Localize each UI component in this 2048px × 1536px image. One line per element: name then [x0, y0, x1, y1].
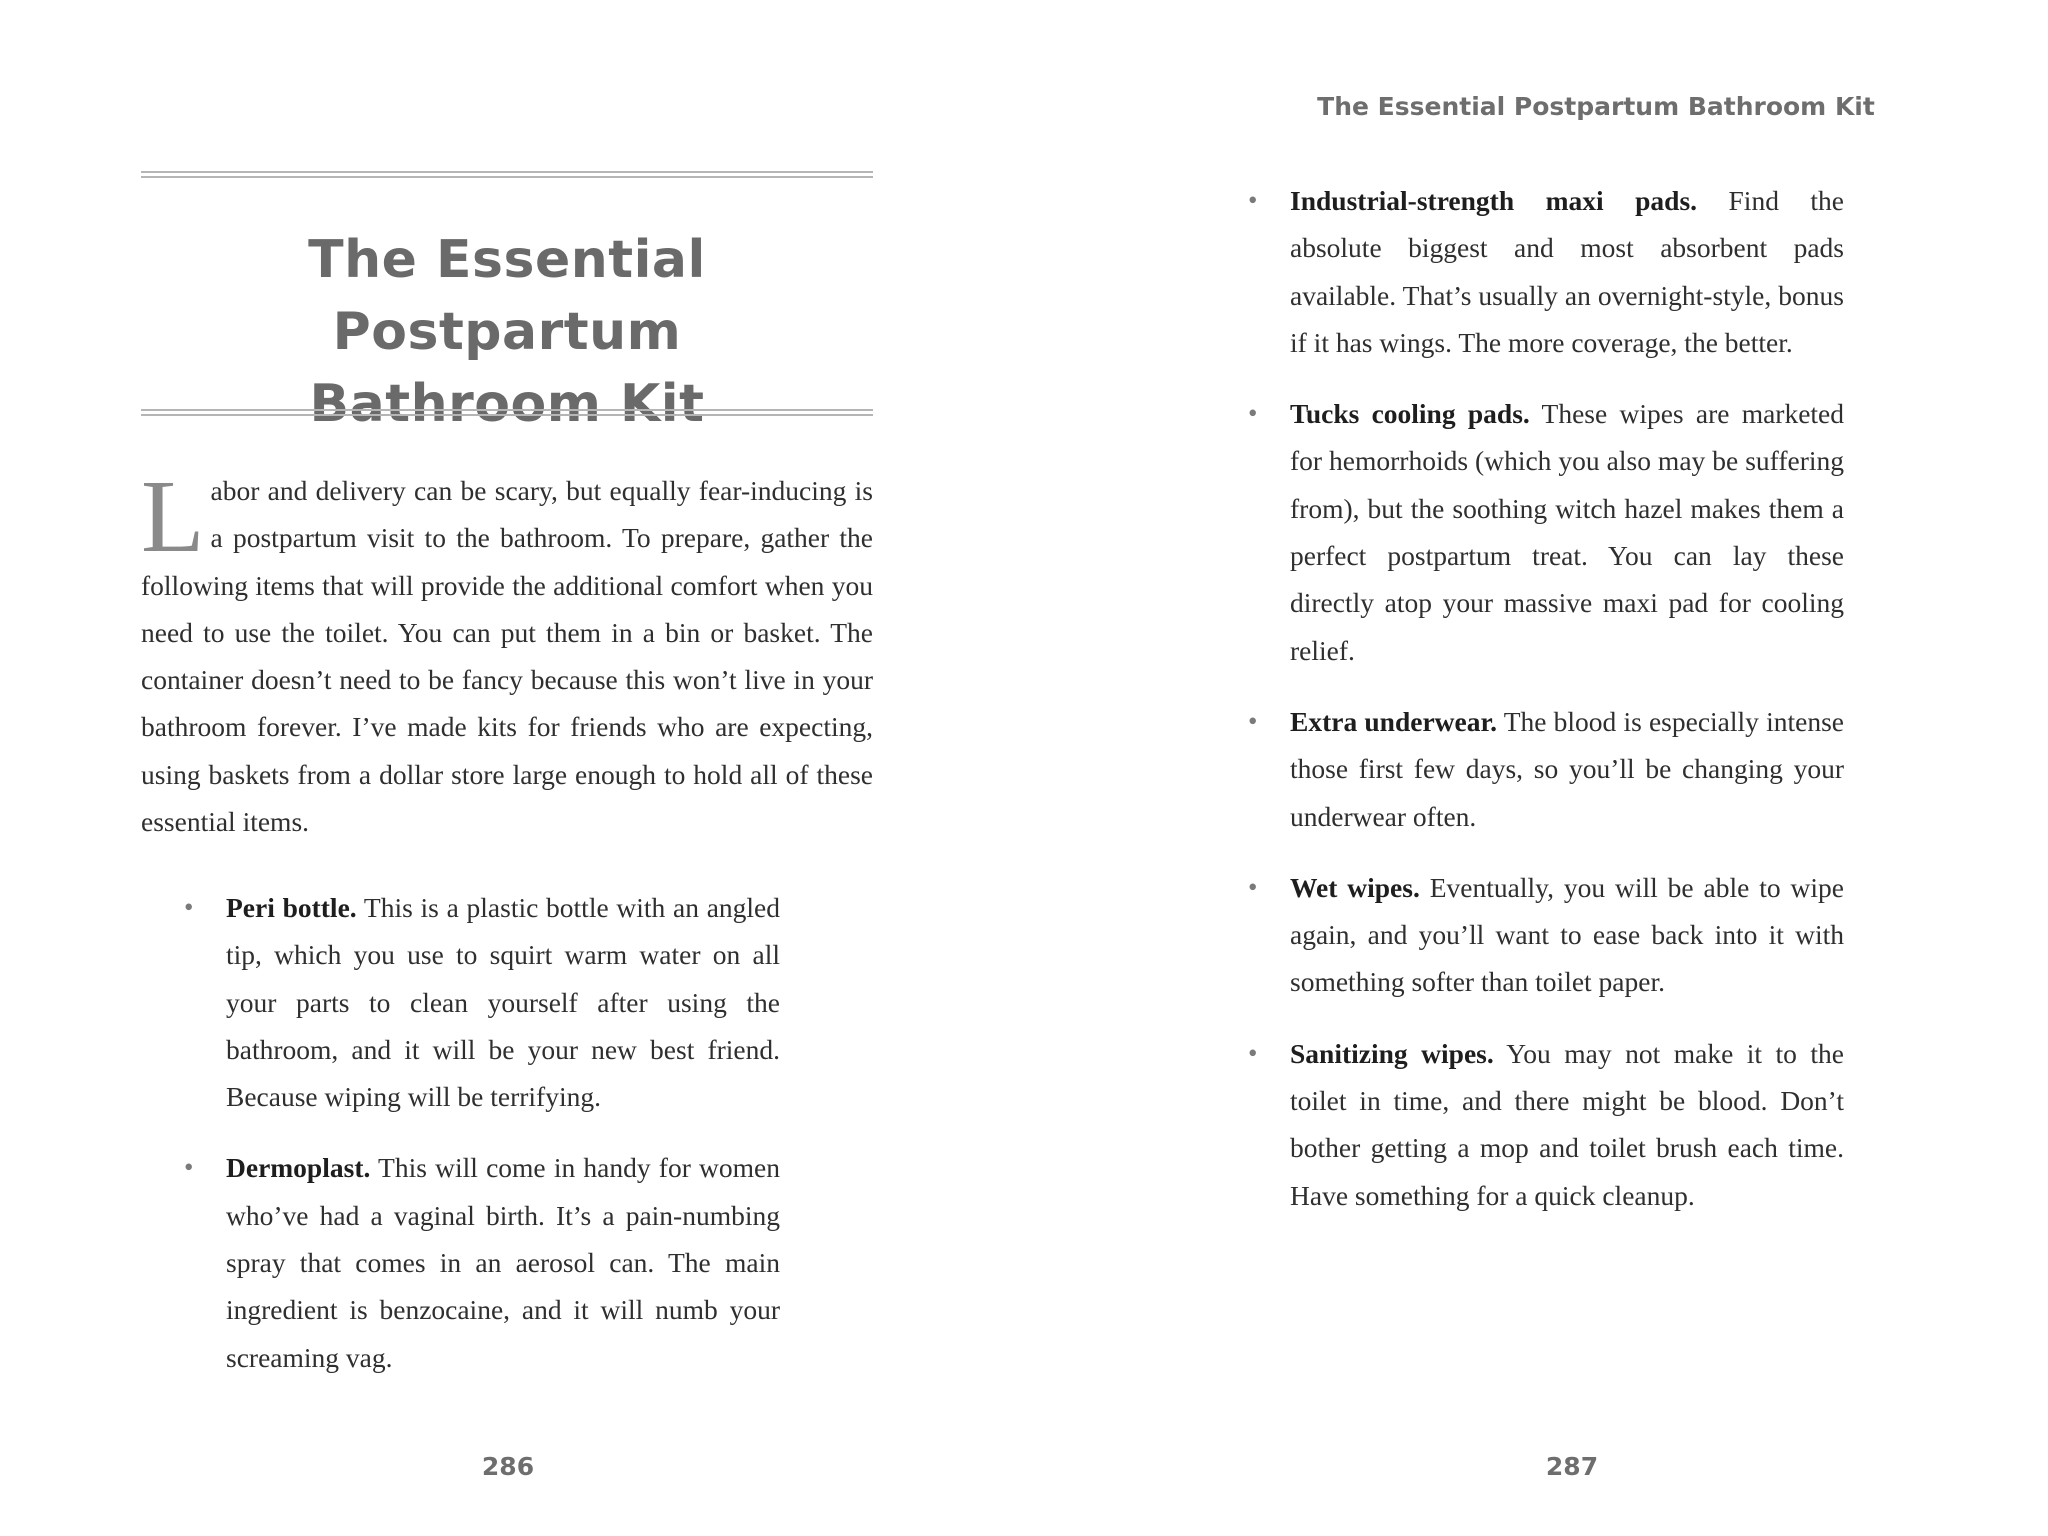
list-item-extra-underwear — [1248, 698, 1844, 840]
intro-text: abor and delivery can be scary, but equally fear-inducing is a postpartum visit to the bathroom. To prepare, gather the following items that will provide the additional comfort when you need to use the toilet. You can put them in a bin or basket. The container doesn’t need to be fancy because this won’t live in your bathroom forever. I’ve made kits for friends who are expecting, using baskets from a dollar store large enough to hold all of these essential items. — [141, 475, 873, 838]
item-heading: Wet wipes. — [1290, 871, 1420, 903]
item-heading: Industrial-strength maxi pads. — [1290, 185, 1698, 216]
item-heading: Sanitizing wipes. — [1290, 1037, 1494, 1069]
list-item-dermoplast — [184, 1144, 780, 1380]
title-rule-bottom — [141, 409, 873, 416]
bullet-icon: • — [1248, 871, 1258, 902]
list-item-peri-bottle — [184, 884, 780, 1120]
bullet-icon: • — [1248, 1037, 1258, 1068]
item-text: This will come in handy for women who’ve had a vaginal birth. It’s a pain-numbing spray that comes in an aerosol can. The main ingredient is benzocaine, and it will numb your screaming vag. — [226, 1152, 780, 1373]
intro-paragraph — [141, 459, 873, 845]
right-bullet-list — [1248, 177, 1845, 1219]
item-text: Eventually, you will be able to wipe again, and you’ll want to ease back into it with something softer than toilet paper. — [1290, 871, 1844, 998]
running-head: The Essential Postpartum Bathroom Kit — [1317, 92, 1875, 121]
chapter-title-line-2: Bathroom Kit — [309, 374, 705, 434]
item-heading: Dermoplast. — [226, 1152, 371, 1184]
list-item-tucks-pads — [1248, 390, 1844, 674]
item-text: Find the absolute biggest and most absorbent pads available. That’s usually an overnight-style, bonus if it has wings. The more coverage, the better. — [1290, 185, 1845, 358]
bullet-icon: • — [184, 892, 194, 922]
item-heading: Tucks cooling pads. — [1290, 398, 1530, 430]
chapter-title — [141, 224, 873, 440]
item-heading: Extra underwear. — [1290, 705, 1498, 737]
page-number-left: 286 — [481, 1452, 535, 1481]
bullet-icon: • — [1248, 705, 1258, 736]
list-item-wet-wipes — [1248, 864, 1844, 1006]
list-item-sanitizing-wipes — [1248, 1030, 1844, 1219]
page-number-right: 287 — [1545, 1452, 1599, 1481]
bullet-icon: • — [184, 1152, 194, 1183]
bullet-icon: • — [1248, 185, 1258, 215]
item-text: The blood is especially intense those first few days, so you’ll be changing your underwear often. — [1290, 705, 1844, 832]
item-text: You may not make it to the toilet in time, and there might be blood. Don’t bother getting a mop and toilet brush each time. Have something for a quick cleanup. — [1290, 1037, 1844, 1211]
title-rule-top — [141, 171, 873, 178]
bullet-icon: • — [1248, 398, 1258, 429]
item-text: This is a plastic bottle with an angled tip, which you use to squirt warm water on all your parts to clean yourself after using the bathroom, and it will be your new best friend. Because wiping will be terrifying. — [226, 892, 780, 1113]
chapter-title-line-1: The Essential Postpartum — [308, 230, 706, 362]
left-bullet-list — [184, 884, 780, 1381]
list-item-maxi-pads — [1248, 177, 1845, 366]
item-heading: Peri bottle. — [226, 892, 357, 923]
item-text: These wipes are marketed for hemorrhoids (which you also may be suffering from), but the soothing witch hazel makes them a perfect postpartum treat. You can lay these directly atop your massive maxi pad for cooling relief. — [1290, 398, 1844, 666]
drop-cap: L — [141, 459, 205, 574]
